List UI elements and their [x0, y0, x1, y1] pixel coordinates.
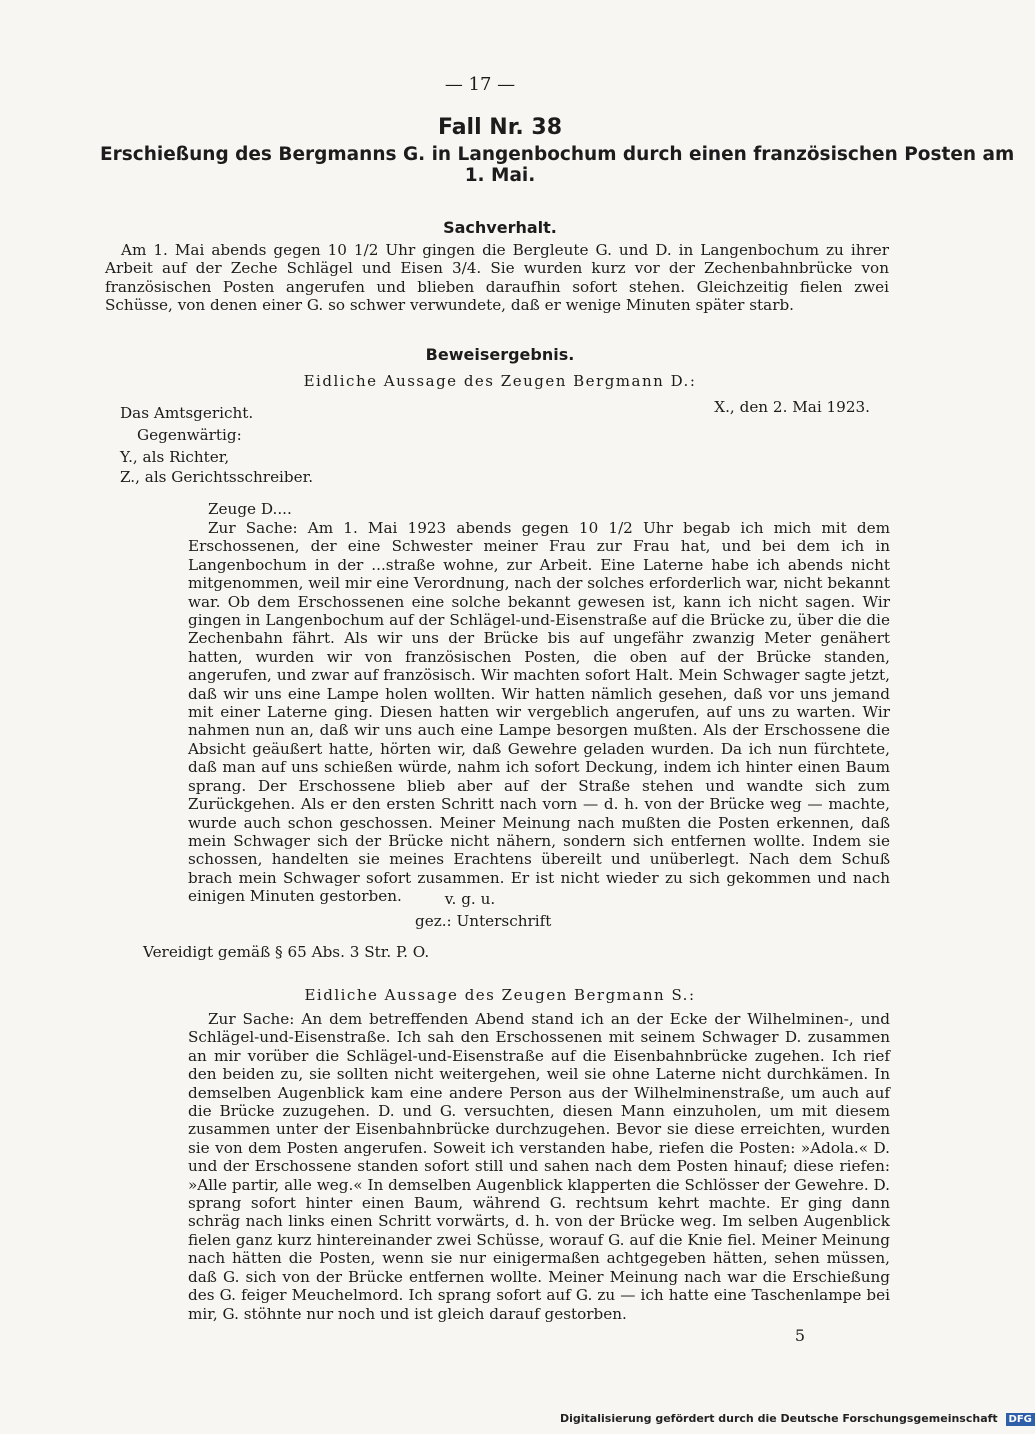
dfg-logo: DFG: [1006, 1413, 1035, 1426]
footer-credit-text: Digitalisierung gefördert durch die Deutsche Forschungsgemeinschaft: [560, 1412, 998, 1425]
witness-line: Zeuge D....: [208, 500, 292, 518]
judge-line: Y., als Richter,: [120, 448, 230, 466]
place-date: X., den 2. Mai 1923.: [714, 398, 870, 416]
testimony2-heading: Eidliche Aussage des Zeugen Bergmann S.:: [304, 986, 696, 1004]
facts-paragraph: [105, 241, 889, 315]
section-heading-evidence: Beweisergebnis.: [425, 345, 575, 364]
page-number: 5: [794, 1326, 806, 1345]
case-subtitle-line1: Erschießung des Bergmanns G. in Langenbochum durch einen französischen Posten am: [100, 144, 1015, 165]
case-subtitle-line2: 1. Mai.: [464, 165, 536, 186]
facts-text: Am 1. Mai abends gegen 10 1/2 Uhr gingen die Bergleute G. und D. in Langenbochum zu ihrer Arbeit auf der Zeche Schlägel und Eisen 3/4. Sie wurden kurz vor der Zechenbahnbrücke von französischen Posten angerufen und blieben daraufhin sofort stehen. Gleichzeitig fielen zwei Schüsse, von denen einer G. so schwer verwundete, daß er wenige Minuten später starb.: [105, 241, 889, 315]
testimony2-paragraph: [188, 1010, 890, 1323]
signature-line: gez.: Unterschrift: [415, 912, 552, 930]
court-name: Das Amtsgericht.: [120, 404, 254, 422]
footer-credit: [560, 1412, 1032, 1426]
section-heading-facts: Sachverhalt.: [443, 218, 557, 237]
case-title: Fall Nr. 38: [437, 115, 563, 140]
sworn-line: Vereidigt gemäß § 65 Abs. 3 Str. P. O.: [143, 943, 430, 961]
testimony1-text: Zur Sache: Am 1. Mai 1923 abends gegen 10 1/2 Uhr begab ich mich mit dem Erschossenen, der eine Schwester meiner Frau zur Frau hat, und bei dem ich in Langenbochum in der ...straße wohne, zur Arbeit. Eine Laterne habe ich abends nicht mitgenommen, weil mir eine Verordnung, nach der solches erforderlich war, nicht bekannt war. Ob dem Erschossenen eine solche bekannt gewesen ist, kann ich nicht sagen. Wir gingen in Langenbochum auf der Schlägel-und-Eisenstraße auf die Brücke zu, über die die Zechenbahn fährt. Als wir uns der Brücke bis auf ungefähr zwanzig Meter genähert hatten, wurden wir von französischen Posten, die oben auf der Brücke standen, angerufen, und zwar auf französisch. Wir machten sofort Halt. Mein Schwager sagte jetzt, daß wir uns eine Lampe holen wollten. Wir hatten nämlich gesehen, daß vor uns jemand mit einer Laterne ging. Diesen hatten wir vergeblich angerufen, auf uns zu warten. Wir nahmen nun an, daß wir uns auch eine Lampe besorgen mußten. Als der Erschossene die Absicht geäußert hatte, hörten wir, daß Gewehre geladen wurden. Da ich nun fürchtete, daß man auf uns schießen würde, nahm ich sofort Deckung, indem ich hinter einen Baum sprang. Der Erschossene blieb aber auf der Straße stehen und wandte sich zum Zurückgehen. Als er den ersten Schritt nach vorn — d. h. von der Brücke weg — machte, wurde auch schon geschossen. Meiner Meinung nach mußten die Posten erkennen, daß mein Schwager sich der Brücke nicht nähern, sondern sich entfernen wollte. Indem sie schossen, handelten sie meines Erachtens übereilt und unüberlegt. Nach dem Schuß brach mein Schwager sofort zusammen. Er ist nicht wieder zu sich gekommen und nach einigen Minuten gestorben.: [188, 519, 890, 906]
present-label: Gegenwärtig:: [137, 426, 242, 444]
closing-vgu: v. g. u.: [444, 890, 496, 908]
page-header: — 17 —: [444, 74, 516, 95]
testimony1-heading: Eidliche Aussage des Zeugen Bergmann D.:: [303, 372, 697, 390]
clerk-line: Z., als Gerichtsschreiber.: [120, 468, 314, 486]
testimony1-paragraph: [188, 519, 890, 906]
testimony2-text: Zur Sache: An dem betreffenden Abend stand ich an der Ecke der Wilhelminen-, und Schlägel-und-Eisenstraße. Ich sah den Erschossenen mit seinem Schwager D. zusammen an mir vorüber die Schlägel-und-Eisenstraße auf die Eisenbahnbrücke zugehen. Ich rief den beiden zu, sie sollten nicht weitergehen, weil sie ohne Laterne nicht durchkämen. In demselben Augenblick kam eine andere Person aus der Wilhelminenstraße, um auch auf die Brücke zuzugehen. D. und G. versuchten, diesen Mann einzuholen, um mit diesem zusammen unter der Eisenbahnbrücke durchzugehen. Bevor sie diese erreichten, wurden sie von dem Posten angerufen. Soweit ich verstanden habe, riefen die Posten: »Adola.« D. und der Erschossene standen sofort still und sahen nach dem Posten hinauf; diese riefen: »Alle partir, alle weg.« In demselben Augenblick klapperten die Schlösser der Gewehre. D. sprang sofort hinter einen Baum, während G. rechtsum kehrt machte. Er ging dann schräg nach links einen Schritt vorwärts, d. h. von der Brücke weg. Im selben Augenblick fielen ganz kurz hintereinander zwei Schüsse, worauf G. auf die Knie fiel. Meiner Meinung nach hätten die Posten, wenn sie nur einigermaßen achtgegeben hätten, sehen müssen, daß G. sich von der Brücke entfernen wollte. Meiner Meinung nach war die Erschießung des G. feiger Meuchelmord. Ich sprang sofort auf G. zu — ich hatte eine Taschenlampe bei mir, G. stöhnte nur noch und ist gleich darauf gestorben.: [188, 1010, 890, 1323]
